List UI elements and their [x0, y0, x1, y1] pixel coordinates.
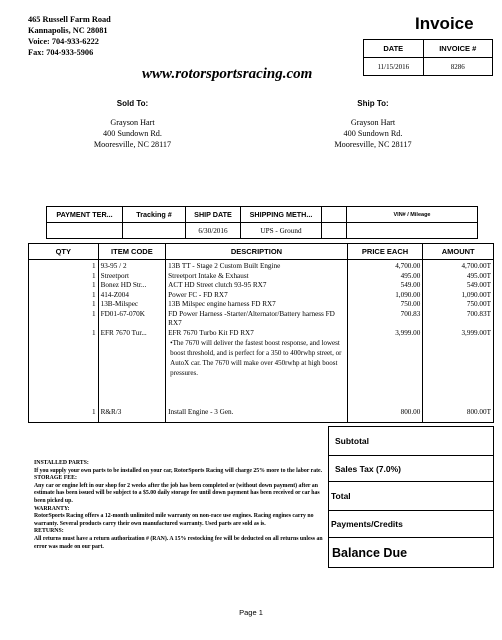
warranty-heading: WARRANTY: [34, 505, 70, 512]
page-number: Page 1 [239, 608, 263, 617]
total-label: Total [329, 482, 494, 511]
blank-header [322, 207, 347, 223]
item-code-cell: 414-Z004 [98, 291, 166, 301]
totals-table [328, 426, 494, 568]
invoice-meta-table [363, 39, 493, 76]
description-cell: 13B TT - Stage 2 Custom Built Engine [166, 260, 348, 272]
sender-fax: Fax: 704-933-5906 [28, 48, 94, 57]
price-cell: 1,090.00 [347, 291, 423, 301]
sender-street: 465 Russell Farm Road [28, 15, 111, 24]
qty-text: 1 [92, 408, 96, 416]
qty-cell: 1 [29, 281, 99, 291]
description-cell: ACT HD Street clutch 93-95 RX7 [166, 281, 348, 291]
vin-mileage-header: VIN# / Mileage [347, 207, 478, 223]
line-items-table [28, 243, 494, 423]
qty-cell: 1 [29, 272, 99, 282]
sold-to-name: Grayson Hart [110, 118, 155, 127]
table-row [29, 281, 494, 291]
item-code-cell [98, 378, 166, 418]
sender-voice: Voice: 704-933-6222 [28, 37, 99, 46]
installed-parts-text: If you supply your own parts to be installed on your car, RotorSports Racing will charge 25% more to the labor rate. [34, 467, 323, 474]
invoice-number: 8286 [423, 58, 492, 76]
amount-cell [423, 418, 494, 422]
qty-cell: 1 [29, 329, 99, 379]
description-cell [166, 378, 348, 418]
qty-cell: 1 [29, 310, 99, 329]
table-row [29, 260, 494, 272]
table-row [29, 378, 494, 418]
shipping-method-header: SHIPPING METH... [241, 207, 322, 223]
qty-cell: 1 [29, 291, 99, 301]
sales-tax-label: Sales Tax (7.0%) [329, 456, 494, 482]
warranty-text: RotorSports Racing offers a 12-month unlimited mile warranty on non-race use engines. Racing engines carry no warranty. Several products carry their own manufactured warranty. Used parts are sold as is. [34, 513, 314, 527]
tracking-value [123, 223, 186, 239]
ship-to-label: Ship To: [357, 99, 389, 108]
table-row [29, 329, 494, 379]
amount-cell [423, 378, 494, 418]
amount-text: 800.00T [466, 408, 491, 416]
storage-fee-heading: STORAGE FEE: [34, 475, 77, 482]
sender-address [28, 14, 111, 58]
amount-cell: 750.00T [423, 300, 494, 310]
sold-to-address [60, 117, 205, 150]
price-cell: 495.00 [347, 272, 423, 282]
website-url: www.rotorsportsracing.com [142, 66, 313, 82]
qty-header: QTY [29, 244, 99, 260]
payment-terms-header: PAYMENT TER... [47, 207, 123, 223]
storage-fee-text: Any car or engine left in our shop for 2 weeks after the job has been completed or (without down payment) after an estimate has been issued will be subject to a $5.00 daily storage fee until down payment has been received or car has been picked up. [34, 482, 320, 504]
price-cell: 3,999.00 [347, 329, 423, 379]
description-cell [166, 329, 348, 379]
vin-mileage-value [347, 223, 478, 239]
description-header: DESCRIPTION [166, 244, 348, 260]
ship-to-address [300, 117, 446, 150]
table-row [29, 291, 494, 301]
blank-value [322, 223, 347, 239]
item-code-cell: Streetport [98, 272, 166, 282]
item-code-cell: 93-95 / 2 [98, 260, 166, 272]
amount-cell: 1,090.00T [423, 291, 494, 301]
item-code-cell: FD01-67-070K [98, 310, 166, 329]
date-header: DATE [364, 40, 424, 58]
amount-header: AMOUNT [423, 244, 494, 260]
amount-cell: 549.00T [423, 281, 494, 291]
price-cell: 750.00 [347, 300, 423, 310]
turbo-note [168, 338, 345, 378]
installed-parts-heading: INSTALLED PARTS: [34, 460, 89, 466]
ship-date-value: 6/30/2016 [186, 223, 241, 239]
balance-due-label: Balance Due [329, 538, 494, 568]
tracking-header: Tracking # [123, 207, 186, 223]
ship-to-city: Mooresville, NC 28117 [334, 140, 412, 149]
invoice-number-header: INVOICE # [423, 40, 492, 58]
price-text: 800.00 [400, 408, 421, 416]
payments-credits-label: Payments/Credits [329, 511, 494, 538]
turbo-note-text: The 7670 will deliver the fastest boost response, and lowest boost threshold, and is perfect for a 350 to 400rwhp street, or AutoX car. The 7670 will make over 450rwhp at high boost pressures. [170, 339, 342, 377]
qty-cell: 1 [29, 300, 99, 310]
description-cell [166, 418, 348, 422]
qty-cell [29, 378, 99, 418]
description-cell: Streetport Intake & Exhaust [166, 272, 348, 282]
invoice-title: Invoice [415, 14, 474, 33]
description-cell: 13B Milspec engine harness FD RX7 [166, 300, 348, 310]
returns-text: All returns must have a return authorization # (RAN). A 15% restocking fee will be deducted on all returns unless an error was made on our part. [34, 535, 323, 550]
item-code-text: R&R/3 [100, 408, 122, 416]
shipping-info-table [46, 206, 478, 239]
sold-to-city: Mooresville, NC 28117 [93, 140, 172, 149]
price-each-header: PRICE EACH [347, 244, 423, 260]
price-cell [347, 378, 423, 418]
table-row [29, 310, 494, 329]
price-cell: 4,700.00 [347, 260, 423, 272]
description-cell: FD Power Harness -Starter/Alternator/Battery harness FD RX7 [166, 310, 348, 329]
amount-cell: 495.00T [423, 272, 494, 282]
shipping-method-value: UPS - Ground [241, 223, 322, 239]
ship-to-name: Grayson Hart [350, 118, 396, 127]
table-row [29, 300, 494, 310]
subtotal-label: Subtotal [329, 427, 494, 456]
payment-terms-value [47, 223, 123, 239]
amount-cell: 700.83T [423, 310, 494, 329]
qty-cell [29, 418, 99, 422]
price-cell: 549.00 [347, 281, 423, 291]
description-text: EFR 7670 Turbo Kit FD RX7 [168, 328, 254, 337]
amount-cell: 4,700.00T [423, 260, 494, 272]
table-row [29, 418, 494, 422]
ship-date-header: SHIP DATE [186, 207, 241, 223]
returns-heading: RETURNS: [34, 528, 64, 535]
sender-city: Kannapolis, NC 28081 [28, 26, 108, 35]
description-text: Install Engine - 3 Gen. [168, 408, 234, 416]
sold-to-label: Sold To: [116, 99, 149, 108]
table-row [29, 272, 494, 282]
invoice-date: 11/15/2016 [364, 58, 424, 76]
price-cell: 700.83 [347, 310, 423, 329]
amount-cell: 3,999.00T [423, 329, 494, 379]
item-code-cell: Bonez HD Str... [98, 281, 166, 291]
qty-cell: 1 [29, 260, 99, 272]
price-cell [347, 418, 423, 422]
terms-section [34, 460, 326, 551]
item-code-cell: EFR 7670 Tur... [98, 329, 166, 379]
item-code-cell [98, 418, 166, 422]
item-code-header: ITEM CODE [98, 244, 166, 260]
description-cell: Power FC - FD RX7 [166, 291, 348, 301]
sold-to-street: 400 Sundown Rd. [103, 129, 162, 138]
ship-to-street: 400 Sundown Rd. [343, 129, 403, 138]
bullet-icon: • [170, 339, 173, 347]
item-code-cell: 13B-Milspec [98, 300, 166, 310]
